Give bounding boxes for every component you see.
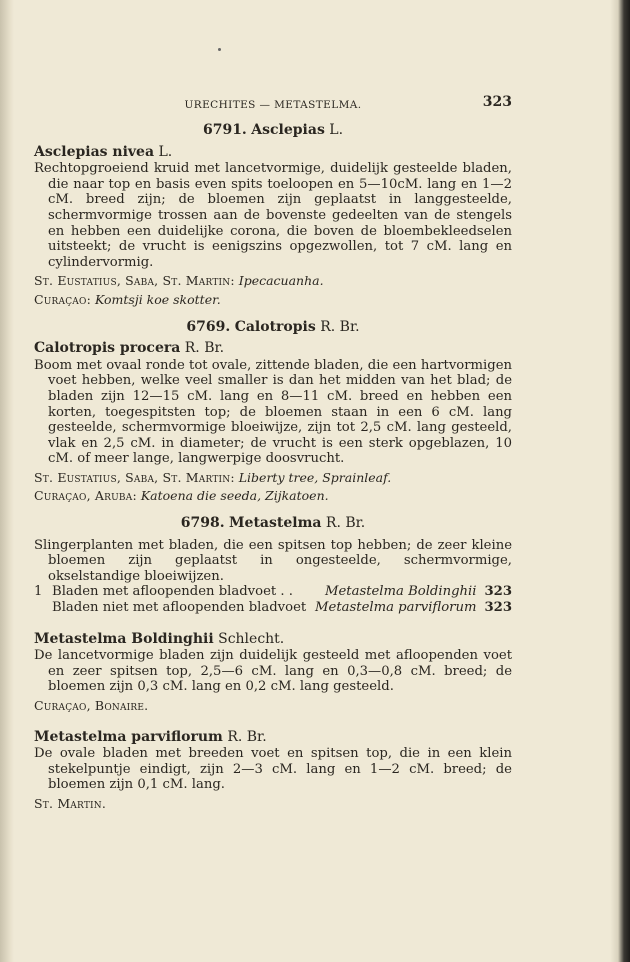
genus-number: 6791. <box>202 122 247 138</box>
page-number: 323 <box>482 94 512 110</box>
vernacular-names: Katoena die seeda, Zijkatoen. <box>140 488 329 504</box>
page-edge <box>610 0 630 962</box>
species-heading-metastelma-parviflorum <box>34 730 512 746</box>
key-target: Metastelma Boldinghii <box>324 584 477 600</box>
genus-number: 6769. <box>186 318 231 335</box>
locality-line <box>34 273 512 289</box>
vernacular-names: Liberty tree, Sprainleaf. <box>238 469 392 485</box>
locality-line <box>34 698 512 714</box>
genus-number: 6798. <box>180 515 225 532</box>
key-page: 323 <box>484 584 512 600</box>
key-line <box>34 584 512 600</box>
key-target: Metastelma parviflorum <box>315 600 477 616</box>
key-text: Bladen met afloopenden bladvoet . . <box>52 584 293 600</box>
genus-description: Slingerplanten met bladen, die een spitsen top hebben; de zeer kleine bloemen zijn geplaatst in ongesteelde, schermvormige, okselstandige bloeiwijzen. <box>34 537 512 584</box>
species-author: R. Br. <box>227 728 267 745</box>
key-text: Bladen niet met afloopenden bladvoet <box>52 600 307 616</box>
key-line <box>34 600 512 616</box>
species-name: Asclepias nivea <box>34 143 155 160</box>
genus-name: Asclepias <box>251 122 325 138</box>
species-heading-calotropis-procera <box>34 341 512 357</box>
genus-name: Calotropis <box>234 318 316 335</box>
species-name: Metastelma Boldinghii <box>34 630 214 647</box>
locality-places: Curaçao: <box>34 291 92 307</box>
species-author: L. <box>158 143 173 160</box>
species-description: De ovale bladen met breeden voet en spitsen top, die in een klein stekelpuntje eindigt, zijn 2—3 cM. lang en 1—2 cM. breed; de bloemen zijn 0,1 cM. lang. <box>34 746 512 793</box>
species-description: Rechtopgroeiend kruid met lancetvormige, duidelijk gesteelde bladen, die naar top en basis even spits toeloopen en 5—10cM. lang en 1—2 cM. breed zijn; de bloemen zijn geplaatst in langgesteelde, schermvormige trossen aan de bovenste gedeelten van de stengels en hebben een duidelijke corona, die boven de bloembekleedselen uitsteekt; de vrucht is eenigszins opgezwollen, tot 7 cM. lang en cylindervormig. <box>34 161 512 270</box>
species-description: Boom met ovaal ronde tot ovale, zittende bladen, die een hartvormigen voet hebben, welke veel smaller is dan het midden van het blad; de bladen zijn 12—15 cM. lang en 8—11 cM. breed en hebben een korten, toegespitsten top; de bloemen staan in een 6 cM. lang gesteelde, schermvormige bloeiwijze, zijn tot 2,5 cM. lang gesteeld, vlak en 2,5 cM. in diameter; de vrucht is een sterk opgeblazen, 10 cM. of meer lange, langwerpige doosvrucht. <box>34 357 512 467</box>
locality-places: St. Eustatius, Saba, St. Martin: <box>34 273 235 289</box>
genus-heading-calotropis <box>34 320 512 336</box>
locality-line <box>34 796 512 812</box>
genus-author: R. Br. <box>320 318 360 335</box>
species-name: Metastelma parviflorum <box>34 728 223 745</box>
species-heading-asclepias-nivea <box>34 145 512 161</box>
vernacular-names: Komtsji koe skotter. <box>95 291 221 307</box>
locality-line <box>34 488 512 504</box>
vernacular-names: Ipecacuanha. <box>238 273 324 289</box>
genus-heading-metastelma <box>34 516 512 532</box>
locality-line <box>34 470 512 486</box>
key-number: 1 <box>34 584 43 600</box>
species-author: Schlecht. <box>218 630 285 647</box>
locality-places: Curaçao, Aruba: <box>34 488 137 504</box>
page-content <box>34 95 512 812</box>
locality-places: St. Martin. <box>34 795 107 811</box>
species-description: De lancetvormige bladen zijn duidelijk gesteeld met afloopenden voet en zeer spitsen top, 2,5—6 cM. lang en 0,3—0,8 cM. breed; de bloemen zijn 0,3 cM. lang en 0,2 cM. lang gesteeld. <box>34 648 512 695</box>
genus-author: L. <box>329 122 344 138</box>
page-gutter <box>0 0 14 962</box>
species-author: R. Br. <box>184 340 225 357</box>
locality-line <box>34 292 512 308</box>
species-heading-metastelma-boldinghii <box>34 632 512 648</box>
running-title: URECHITES — METASTELMA. <box>184 99 362 111</box>
genus-name: Metastelma <box>229 515 322 532</box>
genus-author: R. Br. <box>325 515 366 532</box>
locality-places: St. Eustatius, Saba, St. Martin: <box>34 469 235 485</box>
running-head <box>34 95 512 115</box>
print-speck <box>218 48 221 51</box>
locality-places: Curaçao, Bonaire. <box>34 698 149 713</box>
species-name: Calotropis procera <box>34 340 181 357</box>
key-page: 323 <box>484 600 512 616</box>
genus-heading-asclepias <box>34 123 512 139</box>
